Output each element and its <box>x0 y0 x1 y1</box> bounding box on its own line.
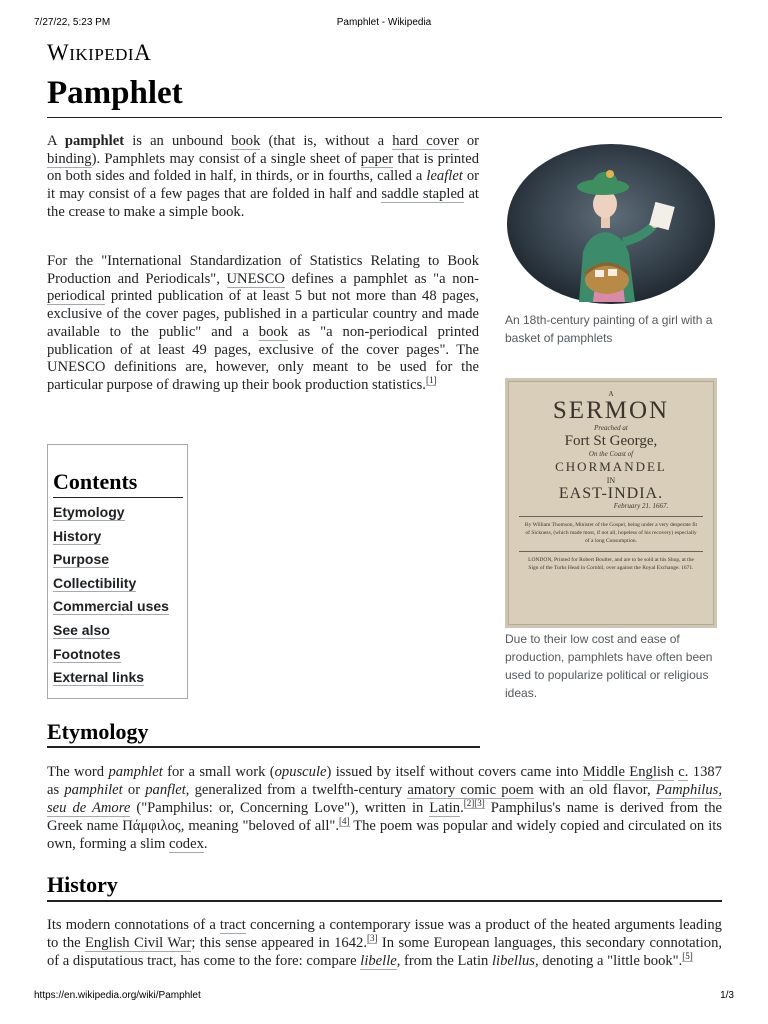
print-header <box>34 17 734 31</box>
link-unesco[interactable]: UNESCO <box>226 270 285 287</box>
toc-item-history[interactable]: History <box>53 527 102 544</box>
link-codex[interactable]: codex <box>169 836 204 852</box>
link-tract[interactable]: tract <box>219 917 246 933</box>
print-page-number: 1/3 <box>720 990 734 1001</box>
toc-item-see-also[interactable]: See also <box>53 621 110 638</box>
history-divider <box>47 900 722 902</box>
figure-sermon <box>505 378 717 702</box>
etymology-divider <box>47 746 480 748</box>
toc-item-collectibility[interactable]: Collectibility <box>53 574 137 591</box>
link-english-civil-war[interactable]: English Civil War <box>85 935 192 951</box>
figure-caption-2: Due to their low cost and ease of production, pamphlets have often been used to popularize political or religious ideas. <box>505 632 713 700</box>
ref-2-3[interactable]: [2][3] <box>463 798 485 809</box>
link-saddle-stapled[interactable]: saddle stapled <box>381 186 465 203</box>
lead-paragraph-2: For the "International Standardization of Statistics Relating to Book Production and Periodicals", UNESCO defines a pamphlet as "a non-periodical printed publication of at least 5 but not more than 48 pages, exclusive of the cover pages, published in a particular country and made available to the public" and a book as "a non-periodical printed publication of at least 49 pages, exclusive of the cover pages". The UNESCO definitions are, however, only meant to be used for the particular purpose of drawing up their book production statistics.[1] <box>47 253 479 393</box>
title-divider <box>47 117 722 118</box>
link-binding[interactable]: binding <box>47 150 92 167</box>
lead-paragraph-1: A pamphlet is an unbound book (that is, without a hard cover or binding). Pamphlets may consist of a single sheet of paper that is printed on both sides and folded in half, in thirds, or in fourths, called a leaflet or it may consist of a few pages that are folded in half and saddle stapled at the crease to make a simple book. <box>47 133 480 220</box>
figure-caption-1: An 18th-century painting of a girl with a basket of pamphlets <box>505 313 713 345</box>
link-circa[interactable]: c. <box>678 764 689 780</box>
sermon-pamphlet-image[interactable]: A SERMON Preached at Fort St George, On the Coast of CHORMANDEL IN EAST-INDIA. February 21. 1667. By William Thomson, Minister of the Gospel, being under a very desperate fit of Sickness, (which made most, if not all, hopeless of his recovery) especially of a long Consumption. LONDON, Printed for Robert Boulter, and are to be sold at his Shop, at the Sign of the Turks Head in Cornhil, over against the Royal Exchange. 1671. <box>505 378 717 628</box>
table-of-contents <box>47 444 188 699</box>
toc-item-commercial-uses[interactable]: Commercial uses <box>53 598 169 615</box>
link-book-2[interactable]: book <box>258 323 288 340</box>
toc-item-purpose[interactable]: Purpose <box>53 551 110 568</box>
history-paragraph: Its modern connotations of a tract concerning a contemporary issue was a product of the heated arguments leading to the English Civil War; this sense appeared in 1642.[3] In some European languages, this secondary connotation, of a disputatious tract, has come to the fore: compare libelle, from the Latin libellus, denoting a "little book".[5] <box>47 917 723 969</box>
print-date: 7/27/22, 5:23 PM <box>34 17 111 28</box>
heading-etymology: Etymology <box>47 719 149 744</box>
toc-item-external-links[interactable]: External links <box>53 669 145 686</box>
heading-history: History <box>47 872 118 897</box>
wikipedia-wordmark[interactable]: WIKIPEDIA <box>47 40 152 65</box>
toc-title: Contents <box>53 469 183 498</box>
link-latin[interactable]: Latin <box>429 800 461 816</box>
figure-painting <box>505 142 717 347</box>
link-hard-cover[interactable]: hard cover <box>392 133 459 149</box>
link-book[interactable]: book <box>231 133 261 149</box>
painting-girl-with-basket-image[interactable] <box>505 142 717 307</box>
toc-item-footnotes[interactable]: Footnotes <box>53 645 121 662</box>
link-libelle[interactable]: libelle <box>360 953 397 969</box>
page-title: Pamphlet <box>47 75 183 111</box>
etymology-paragraph: The word pamphlet for a small work (opuscule) issued by itself without covers came into Middle English c. 1387 as pamphilet or panflet, generalized from a twelfth-century amatory comic poem with an old flavor, Pamphilus, seu de Amore ("Pamphilus: or, Concerning Love"), written in Latin.[2][3] Pamphilus's name is derived from the Greek name Πάμφιλος, meaning "beloved of all".[4] The poem was popular and widely copied and circulated on its own, forming a slim codex. <box>47 764 722 852</box>
link-pamphilus[interactable]: Pamphilus, seu de Amore <box>47 782 722 816</box>
link-middle-english[interactable]: Middle English <box>582 764 674 780</box>
link-paper[interactable]: paper <box>360 150 394 167</box>
toc-item-etymology[interactable]: Etymology <box>53 504 125 520</box>
ref-4[interactable]: [4] <box>339 816 350 827</box>
ref-1[interactable]: [1] <box>425 375 437 386</box>
print-footer <box>34 990 734 1004</box>
print-page-title: Pamphlet - Wikipedia <box>336 17 432 28</box>
print-url: https://en.wikipedia.org/wiki/Pamphlet <box>34 990 201 1001</box>
link-periodical[interactable]: periodical <box>47 288 106 305</box>
ref-3[interactable]: [3] <box>366 933 378 944</box>
ref-5[interactable]: [5] <box>682 951 693 962</box>
link-amatory-comic-poem[interactable]: amatory comic poem <box>407 782 534 798</box>
